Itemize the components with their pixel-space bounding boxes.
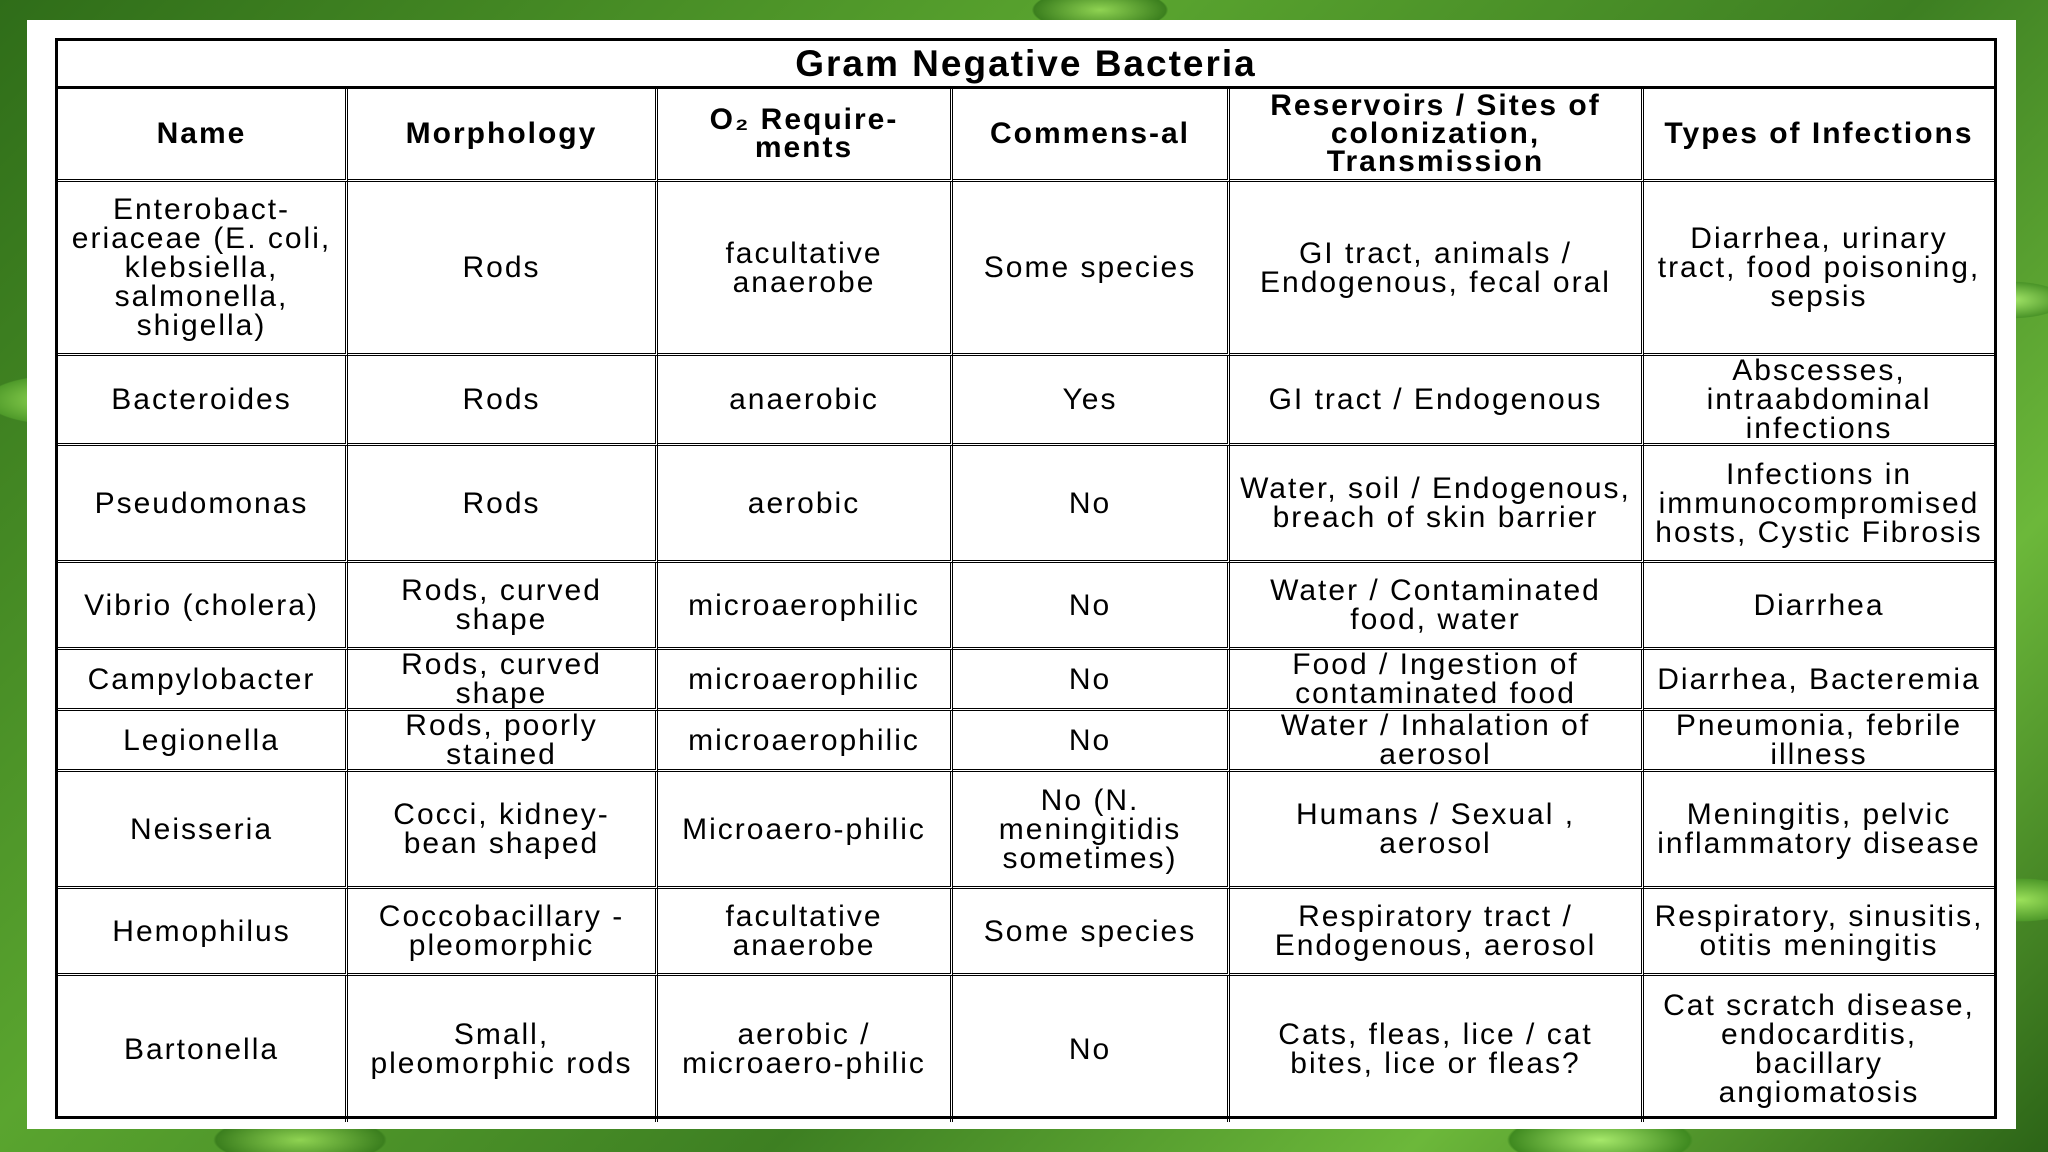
cell-o2: anaerobic	[658, 356, 953, 446]
table-row	[58, 563, 1994, 650]
cell-o2: microaerophilic	[658, 563, 953, 650]
cell-reservoirs: GI tract / Endogenous	[1230, 356, 1644, 446]
cell-infections: Diarrhea	[1644, 563, 1994, 650]
cell-infections: Diarrhea, Bacteremia	[1644, 650, 1994, 711]
cell-reservoirs: Water / Contaminated food, water	[1230, 563, 1644, 650]
cell-reservoirs: Humans / Sexual , aerosol	[1230, 772, 1644, 889]
cell-morphology: Rods, poorly stained	[348, 711, 658, 772]
header-reservoirs: Reservoirs / Sites of colonization, Transmission	[1230, 89, 1644, 182]
cell-infections: Diarrhea, urinary tract, food poisoning, sepsis	[1644, 182, 1994, 356]
cell-name: Bacteroides	[58, 356, 348, 446]
table-row	[58, 976, 1994, 1122]
header-name: Name	[58, 89, 348, 182]
cell-commensal: No	[953, 650, 1230, 711]
cell-morphology: Rods	[348, 356, 658, 446]
table-row	[58, 356, 1994, 446]
cell-morphology: Rods	[348, 182, 658, 356]
cell-name: Legionella	[58, 711, 348, 772]
cell-o2: aerobic / microaero-philic	[658, 976, 953, 1122]
cell-reservoirs: Cats, fleas, lice / cat bites, lice or fleas?	[1230, 976, 1644, 1122]
cell-reservoirs: Food / Ingestion of contaminated food	[1230, 650, 1644, 711]
cell-name: Neisseria	[58, 772, 348, 889]
cell-commensal: No	[953, 563, 1230, 650]
cell-commensal: Yes	[953, 356, 1230, 446]
table-row	[58, 772, 1994, 889]
cell-commensal: No	[953, 446, 1230, 563]
header-commensal: Commens-al	[953, 89, 1230, 182]
cell-morphology: Rods	[348, 446, 658, 563]
cell-o2: microaerophilic	[658, 650, 953, 711]
cell-reservoirs: Respiratory tract / Endogenous, aerosol	[1230, 889, 1644, 976]
cell-morphology: Rods, curved shape	[348, 650, 658, 711]
cell-name: Vibrio (cholera)	[58, 563, 348, 650]
header-morphology: Morphology	[348, 89, 658, 182]
table-row	[58, 711, 1994, 772]
cell-infections: Infections in immunocompromised hosts, Cystic Fibrosis	[1644, 446, 1994, 563]
cell-infections: Cat scratch disease, endocarditis, bacillary angiomatosis	[1663, 989, 1975, 1109]
cell-name: Campylobacter	[58, 650, 348, 711]
cell-reservoirs: Water / Inhalation of aerosol	[1230, 711, 1644, 772]
header-o2-requirements: O₂ Require-ments	[658, 89, 953, 182]
cell-reservoirs: Water, soil / Endogenous, breach of skin barrier	[1230, 446, 1644, 563]
cell-name: Bartonella	[58, 976, 348, 1122]
cell-commensal: No (N. meningitidis sometimes)	[953, 772, 1230, 889]
cell-commensal: No	[953, 711, 1230, 772]
cell-infections: Abscesses, intraabdominal infections	[1644, 356, 1994, 446]
cell-morphology: Small, pleomorphic rods	[348, 976, 658, 1122]
data-table	[58, 89, 1994, 1122]
cell-o2: microaerophilic	[658, 711, 953, 772]
cell-morphology: Rods, curved shape	[348, 563, 658, 650]
cell-o2: aerobic	[658, 446, 953, 563]
table-row	[58, 889, 1994, 976]
cell-infections: Meningitis, pelvic inflammatory disease	[1644, 772, 1994, 889]
cell-commensal: No	[953, 976, 1230, 1122]
cell-o2: facultative anaerobe	[658, 182, 953, 356]
cell-morphology: Coccobacillary - pleomorphic	[348, 889, 658, 976]
cell-o2: facultative anaerobe	[658, 889, 953, 976]
cell-infections: Respiratory, sinusitis, otitis meningitis	[1644, 889, 1994, 976]
cell-name: Hemophilus	[58, 889, 348, 976]
bacteria-table	[55, 38, 1997, 1119]
table-title: Gram Negative Bacteria	[58, 41, 1994, 89]
table-row	[58, 650, 1994, 711]
cell-reservoirs: GI tract, animals / Endogenous, fecal oral	[1230, 182, 1644, 356]
cell-morphology: Cocci, kidney-bean shaped	[348, 772, 658, 889]
table-row	[58, 182, 1994, 356]
header-infections: Types of Infections	[1644, 89, 1994, 182]
header-row	[58, 89, 1994, 182]
table-row	[58, 446, 1994, 563]
cell-name: Enterobact-eriaceae (E. coli, klebsiella, salmonella, shigella)	[58, 182, 348, 356]
slide-panel	[27, 20, 2016, 1129]
cell-o2: Microaero-philic	[658, 772, 953, 889]
cell-commensal: Some species	[953, 889, 1230, 976]
cell-name: Pseudomonas	[58, 446, 348, 563]
cell-commensal: Some species	[953, 182, 1230, 356]
cell-infections: Pneumonia, febrile illness	[1644, 711, 1994, 772]
